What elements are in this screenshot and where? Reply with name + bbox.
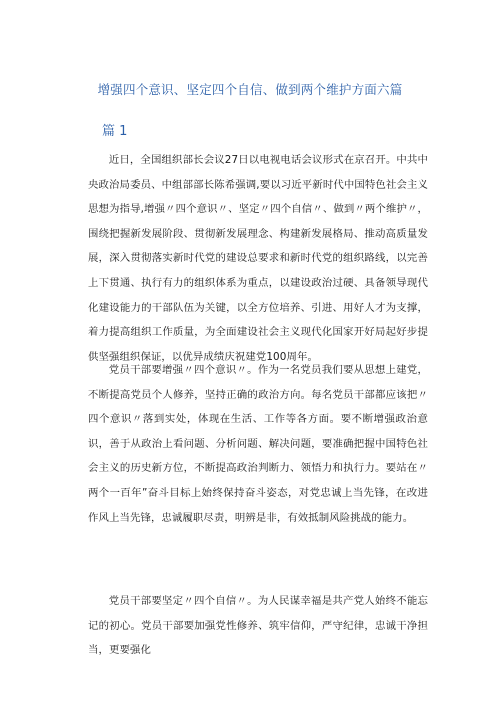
body-paragraph: 党员干部要增强〃四个意识〃。作为一名党员我们要从思想上建党，不断提高党员个人修养，坚持正确的政治方向。每名党员干部都应该把〃四个意识〃落到实处，体现在生活、工作等各方面。要不断增强政治意识，善于从政治上看问题、分析问题、解决问题，要准确把握中国特色社会主义的历史新方位，不断提高政治判断力、领悟力和执行力。要站在〃两个一百年”奋斗目标上始终保持奋斗姿态，对党忠诚上当先锋，在改进作风上当先锋，忠诚履职尽责，明辨是非，有效抵制风险挑战的能力。 (88, 364, 428, 524)
section-heading: 篇 1 (102, 124, 128, 139)
document-title: 增强四个意识、坚定四个自信、做到两个维护方面六篇 (97, 82, 403, 97)
body-paragraph: 党员干部要坚定〃四个自信〃。为人民谋幸福是共产党人始终不能忘记的初心。党员干部要加强党性修养、筑牢信仰，严守纪律，忠诚干净担当，更要强化 (88, 595, 428, 657)
body-paragraph: 近日，全国组织部长会议27日以电视电话会议形式在京召开。中共中央政治局委员、中组部部长陈希强调,要以习近平新时代中国特色社会主义思想为指导,增强〃四个意识〃、坚定〃四个自信〃、做到〃两个维护〃，围绕把握新发展阶段、贯彻新发展理念、构建新发展格局、推动高质量发展，深入贯彻落实新时代党的建设总要求和新时代党的组织路线，以完善上下贯通、执行有力的组织体系为重点，以建设政治过硬、具备领导现代化建设能力的干部队伍为关键，以全方位培养、引进、用好人才为支撑，着力提高组织工作质量，为全面建设社会主义现代化国家开好局起好步提供坚强组织保证，以优异成绩庆祝建党100周年。 (88, 154, 428, 363)
